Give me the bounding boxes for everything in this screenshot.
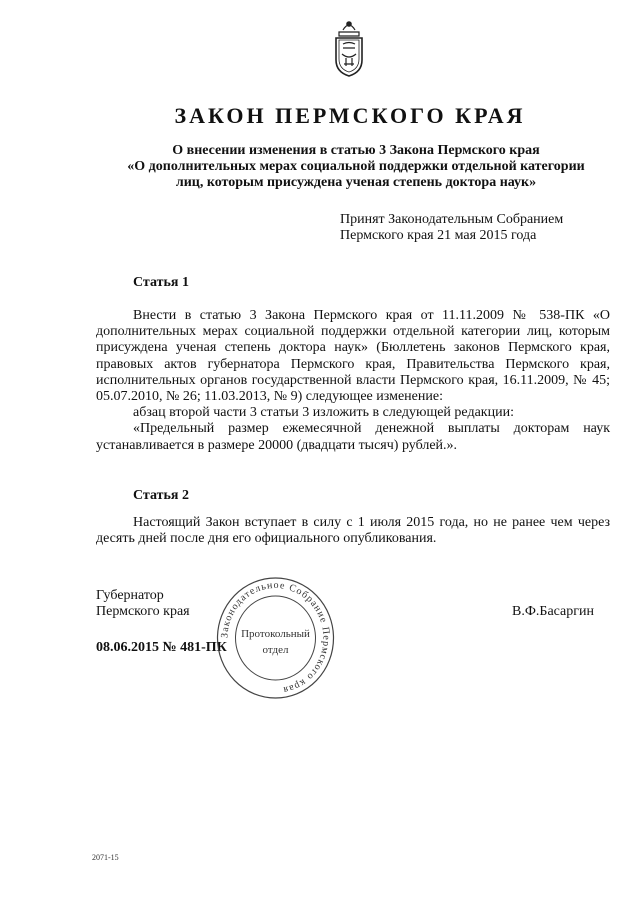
- subtitle-line: лиц, которым присуждена ученая степень доктора наук»: [175, 175, 537, 190]
- article-1-paragraph: «Предельный размер ежемесячной денежной выплаты докторам наук устанавливается в размере 20000 (двадцати тысяч) рублей.».: [96, 421, 610, 453]
- signatory-name: В.Ф.Басаргин: [512, 604, 594, 619]
- subtitle-line: О внесении изменения в статью 3 Закона Пермского края: [172, 143, 540, 158]
- document-code: 2071-15: [92, 853, 119, 862]
- stamp-center-line: отдел: [262, 644, 289, 656]
- signatory-position: [96, 588, 190, 620]
- law-number: 08.06.2015 № 481-ПК: [96, 640, 227, 655]
- position-line: Пермского края: [96, 604, 190, 619]
- position-line: Губернатор: [96, 588, 164, 603]
- official-stamp: [213, 573, 338, 703]
- article-2-heading: Статья 2: [133, 488, 189, 503]
- article-1-body: [96, 308, 610, 454]
- article-1-paragraph: Внести в статью 3 Закона Пермского края от 11.11.2009 № 538-ПК «О дополнительных мерах социальной поддержки отдельной категории лиц, которым присуждена ученая степень доктора наук» (Бюллетень законов Пермского края, правовых актов губернатора Пермского края, Правительства Пермского края, исполнительных органов государственной власти Пермского края, 16.11.2009, № 45; 05.07.2010, № 26; 11.03.2013, № 9) следующее изменение:: [96, 308, 610, 405]
- article-1-paragraph: абзац второй части 3 статьи 3 изложить в следующей редакции:: [133, 405, 514, 421]
- adoption-line: Пермского края 21 мая 2015 года: [340, 228, 537, 243]
- law-subtitle: [96, 143, 616, 191]
- article-1-heading: Статья 1: [133, 275, 189, 290]
- coat-of-arms-icon: [329, 18, 369, 82]
- stamp-center-line: Протокольный: [241, 628, 310, 640]
- article-2-paragraph: Настоящий Закон вступает в силу с 1 июля 2015 года, но не ранее чем через десять дней после дня его официального опубликования.: [96, 515, 610, 547]
- stamp-ring-text: Законодательное Собрание Пермского края: [219, 579, 332, 696]
- adoption-line: Принят Законодательным Собранием: [340, 212, 564, 227]
- adoption-note: [340, 212, 600, 244]
- subtitle-line: «О дополнительных мерах социальной поддержки отдельной категории: [127, 159, 585, 174]
- article-2-body: [96, 515, 610, 547]
- law-title: ЗАКОН ПЕРМСКОГО КРАЯ: [174, 103, 526, 128]
